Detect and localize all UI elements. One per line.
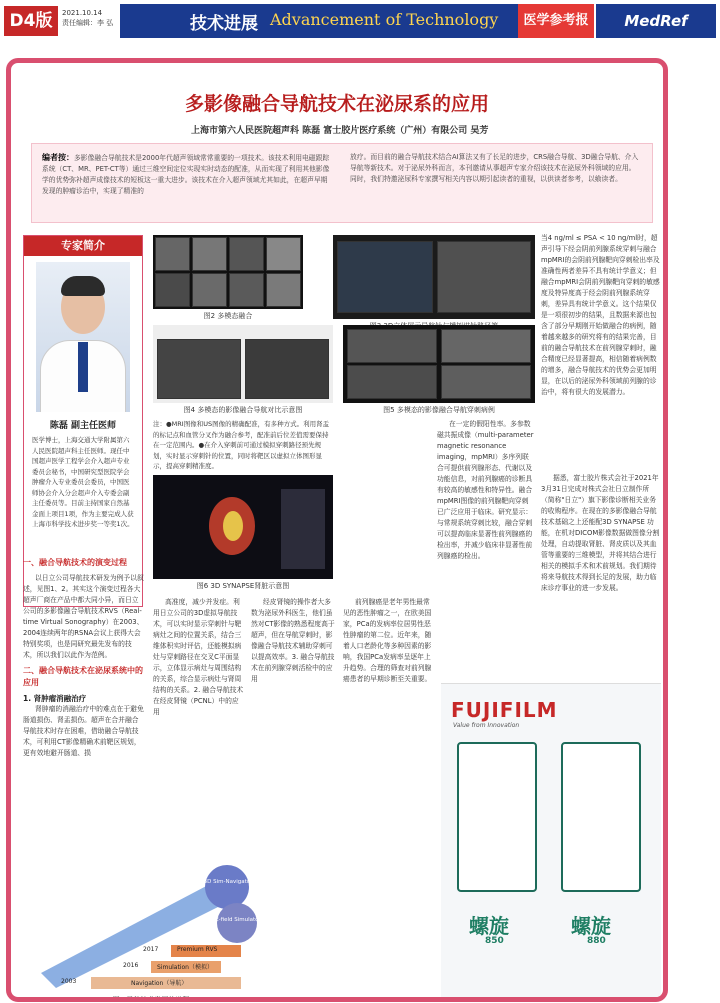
right-column-text-2: 据悉，富士胶片株式会社于2021年3月31日完成对株式会社日立制作所（简称"日立"）旗下影像诊断相关业务的收购程序。在现在的多影像融合导航技术基础之上还能配3D SYNAPSE 功能，在机对DICOM影像数据做图像分割处理，自动提取肾脏、肾皮质以及其血管等重要的三维模型，并将其结合进行相关的模拟手术和术前规划。我们期待将来导航技术得到长足的发展，助力临床诊疗事业的进一步发展。 bbox=[541, 474, 660, 592]
page-badge: D4版 bbox=[4, 6, 58, 36]
expert-name: 陈磊 副主任医师 bbox=[49, 421, 117, 431]
ultrasound-cart-850 bbox=[457, 742, 537, 892]
page-header bbox=[0, 0, 720, 48]
text-column-4: 经皮肾镜的操作者大多数为泌尿外科医生，他们虽然对CT影像的熟悉程度高于超声，但在导航穿刺时，影像融合导航技术辅助穿刺可以提高效率。3. 融合导航技术在前列腺穿刺活检中的应用 bbox=[251, 598, 335, 683]
expert-heading: 专家简介 bbox=[24, 236, 142, 256]
figure-6-image bbox=[153, 475, 333, 579]
subsection-1-text: 肾肿瘤的消融治疗中的难点在于避免肠道损伤、肾盂损伤。超声在合并融合导航技术时存在困难，借助融合导航技术，可利用CT影像精确术前靶区规划，更有效地避开肠道、损 bbox=[23, 705, 144, 757]
right-column-text-1: 当4 ng/ml ≤ PSA < 10 ng/ml时，超声引导下经会阴前列腺系统穿刺与融合mpMRI的会阴前列腺靶向穿刺检出率及准确性两者差异不具有统计学意义；但融合mpMRI会阴前列腺靶向穿刺的敏感度及特异度高于经会阴前列腺系统穿刺，差异具有统计学意义。这个结果仅是一项很初步的结果，且数据来源也包含了部分早期刚开始做融合的病例，随着越来越多的研究将有的结果完善，目前的融合导航技术在前列腺穿刺时，融合精度已经显著提高，相信随着病例数的增多，融合导航技术的优势会更加明显，在以后的泌尿外科领域前列腺的诊治中，将有很大的发展潜力。 bbox=[541, 234, 660, 396]
timeline-year-2003: 2003 bbox=[61, 978, 77, 985]
left-column bbox=[23, 553, 145, 759]
timeline-item-navigation: Navigation（导航） bbox=[131, 980, 188, 987]
figure-notes: 注：●MRI图像和US图像的精确配准，有多种方式。利用肾盂的标记点和血管分叉作为融合参考，配准前后位差值需要保持在一定范围内。●在介入穿刺前可通过模拟穿刺路径预先规划，实时显示穿刺针的位置，同时将靶区以虚拟立体图形显示，提高穿刺精准度。 bbox=[153, 420, 330, 470]
article-authors: 上海市第六人民医院超声科 陈磊 富士胶片医疗系统（广州）有限公司 吴芳 bbox=[191, 126, 489, 136]
section-1-text: 以日立公司导航技术研发为例予以叙述，见图1、2。其实这个演变过程各大超声厂商在产品中都大同小异，而日立公司的多影像融合导航技术RVS（Real-time Virtual Sonography）在2003、2004连续两年的RSNA会议上获得大会特别奖项，也是同研究最先发布的技术，所以我们以此作为范例。 bbox=[23, 574, 144, 659]
model-850-name: 螺旋 bbox=[469, 914, 509, 938]
editor-note-col1: 编者按：多影像融合导航技术是2000年代超声领域常常重要的一项技术。该技术利用电磁跟踪系统（CT、MR、PET-CT等）通过三维空间定位实现实时动态的配准，从而实现了利用其他影像学的优势弥补超声成像技术的短板这一重大进步。该技术在介入超声领域尤其如此，在超声早期发现的肿瘤诊治中，实现了精准的 bbox=[42, 153, 330, 195]
fujifilm-logo: FUJIFILM bbox=[451, 698, 558, 722]
text-column-2: 在一定的假阳性率。多参数磁共振成像（multi-parameter magnetic resonance imaging，mpMRI）多序列联合可提供前列腺形态、代谢以及功能信息，对前列腺癌的诊断具有较高的敏感性和特异性。融合mpMRI图像的前列腺靶向穿刺已广泛应用于临床。研究显示：与常规系统穿刺比较，融合穿刺可以提高临床显著性前列腺癌的检出率，并减少临床非显著性前列腺癌的检出。 bbox=[437, 420, 534, 560]
figure-1-timeline bbox=[31, 853, 271, 1002]
model-880-name: 螺旋 bbox=[571, 914, 611, 938]
expert-box bbox=[23, 235, 143, 607]
text-column-3: 高准度，减少并发症。利用日立公司的3D虚拟导航技术，可以实时显示穿刺针与靶病灶之间的位置关系，结合三维体积实时评估，还能模拟病灶与穿刺路径在交叉C平面显示，立体显示病灶与周围结构的关系，综合显示病灶与肾周结构的关系。2. 融合导航技术在经皮肾镜（PCNL）中的应用 bbox=[153, 598, 244, 716]
figure-2-caption: 图2 多模态融合 bbox=[203, 312, 253, 320]
issue-date: 2021.10.14 责任编辑：李 弘 bbox=[62, 9, 114, 27]
text-column-5: 前列腺癌是老年男性最常见的恶性肿瘤之一，在欧美国家，PCa的发病率位居男性恶性肿瘤的第二位。近年来，随着人口老龄化等多种因素的影响，我国PCa发病率呈逐年上升趋势。合理的筛查对前列腺癌患者的早期诊断至关重要。 bbox=[343, 598, 432, 683]
figure-2-image bbox=[153, 235, 303, 309]
fujifilm-slogan: Value from Innovation bbox=[453, 722, 520, 729]
figure-5-image bbox=[343, 325, 535, 403]
figure-4-caption: 图4 多模态的影像融合导航对比示意图 bbox=[183, 406, 303, 414]
section-title-en: Advancement of Technology bbox=[270, 10, 499, 29]
brand-cn: 医学参考报 bbox=[518, 4, 594, 38]
editor-note bbox=[31, 143, 653, 223]
expert-bio: 医学博士，上海交通大学附属第六人民医院超声科主任医师。现任中国超声医学工程学会介入超声专业委员会秘书，中国研究型医院学会肿瘤介入专业委员会委员，中国医师协会介入分会超声介入专委会副主任委员等。目前主持国家自然基金面上项目1项，作为主要完成人获上海市科学技术进步奖一等奖1次。 bbox=[32, 436, 134, 528]
timeline-item-simulation: Simulation（模拟） bbox=[157, 964, 213, 971]
timeline-label-3dsim: 3D Sim-Navigator bbox=[203, 879, 253, 885]
timeline-year-2016: 2016 bbox=[123, 962, 139, 969]
right-margin bbox=[668, 58, 718, 1002]
timeline-item-premium: Premium RVS bbox=[177, 946, 218, 953]
editor-note-col2: 放疗。而目前的融合导航技术结合AI算法又有了长足的进步，CRS融合导航、3D融合导航、介入导航等新技术。对于泌尿外科而言，本刊邀请从事超声专家介绍该技术在泌尿外科领域的应用。同时，我们特邀泌尿科专家撰写相关内容以期引起读者的重视，以供读者参考，以飨读者。 bbox=[350, 153, 639, 183]
section-2-heading: 二、融合导航技术在泌尿系统中的应用 bbox=[23, 666, 143, 687]
section-1-heading: 一、融合导航技术的演变过程 bbox=[23, 558, 127, 567]
figure-3-image bbox=[333, 235, 535, 319]
brand-en: MedRef bbox=[596, 4, 716, 38]
model-850-number: 850 bbox=[485, 936, 504, 946]
timeline-graphic bbox=[31, 853, 271, 993]
article-frame bbox=[6, 58, 668, 1002]
timeline-year-2017: 2017 bbox=[143, 946, 159, 953]
expert-photo bbox=[36, 262, 130, 412]
subsection-1-heading: 1. 肾肿瘤消融治疗 bbox=[23, 694, 87, 703]
article-title: 多影像融合导航技术在泌尿系的应用 bbox=[184, 93, 489, 115]
figure-4-image bbox=[153, 325, 333, 403]
fujifilm-ad bbox=[441, 683, 661, 999]
ultrasound-cart-880 bbox=[561, 742, 641, 892]
figure-6-caption: 图6 3D SYNAPSE肾脏示意图 bbox=[196, 582, 290, 590]
figure-5-caption: 图5 多模态的影像融合导航穿刺病例 bbox=[383, 406, 495, 414]
model-880-number: 880 bbox=[587, 936, 606, 946]
timeline-label-efield: E-field Simulator bbox=[215, 917, 261, 923]
figure-1-caption: 图1 导航技术发展的进程 bbox=[112, 996, 190, 1002]
section-title-cn: 技术进展 bbox=[190, 14, 258, 34]
